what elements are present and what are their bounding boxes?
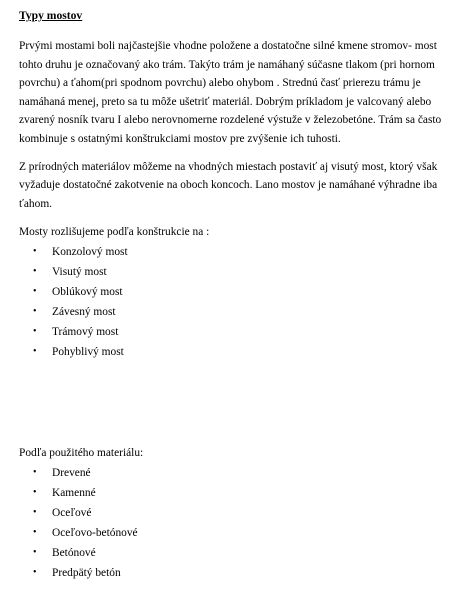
document-heading: Typy mostov [19,9,83,22]
bullet-icon: • [33,305,37,317]
list-item: • Závesný most [19,302,459,322]
bullet-icon: • [33,506,37,518]
paragraph-construction-intro: Mosty rozlišujeme podľa konštrukcie na : [19,226,210,239]
list-item: • Konzolový most [19,242,459,262]
bullet-icon: • [33,466,37,478]
list-item: • Visutý most [19,262,459,282]
bullet-icon: • [33,265,37,277]
list-item: • Betónové [19,543,459,563]
bullet-icon: • [33,566,37,578]
list-item: • Drevené [19,463,459,483]
paragraph-material-intro: Podľa použitého materiálu: [19,446,144,459]
paragraph-beam-bridges: Prvými mostami boli najčastejšie vhodne položene a dostatočne silné kmene stromov- most tohto druhu je označovaný ako trám. Takýto trám je namáhaný súčasne tlakom (pri hornom povrchu) a ťahom(pri spodnom povrchu) alebo ohybom . Strednú časť prierezu trámu je namáhaná menej, preto sa tu môže ušetriť materiál. Dobrým príkladom je valcovaný alebo zvarený nosník tvaru I alebo nerovnomerne rozdelené výstuže v železobetóne. Trám sa často kombinuje s ostatnými konštrukciami mostov pre zvýšenie ich tuhosti. [19,40,442,145]
bullet-icon: • [33,345,37,357]
list-item: • Predpätý betón [19,563,459,583]
list-item: • Oceľovo-betónové [19,523,459,543]
bullet-icon: • [33,546,37,558]
list-item: • Trámový most [19,322,459,342]
construction-types-list [19,242,459,362]
bullet-icon: • [33,325,37,337]
list-item: • Pohyblivý most [19,342,459,362]
list-item: • Kamenné [19,483,459,503]
bullet-icon: • [33,526,37,538]
material-types-list [19,463,459,583]
list-item: • Oblúkový most [19,282,459,302]
bullet-icon: • [33,486,37,498]
bullet-icon: • [33,285,37,297]
list-item: • Oceľové [19,503,459,523]
bullet-icon: • [33,245,37,257]
paragraph-suspension-bridges: Z prírodných materiálov môžeme na vhodných miestach postaviť aj visutý most, ktorý však vyžaduje dostatočné zakotvenie na oboch koncoch. Lano mostov je namáhané výhradne iba ťahom. [19,160,438,210]
document-page [19,8,459,583]
